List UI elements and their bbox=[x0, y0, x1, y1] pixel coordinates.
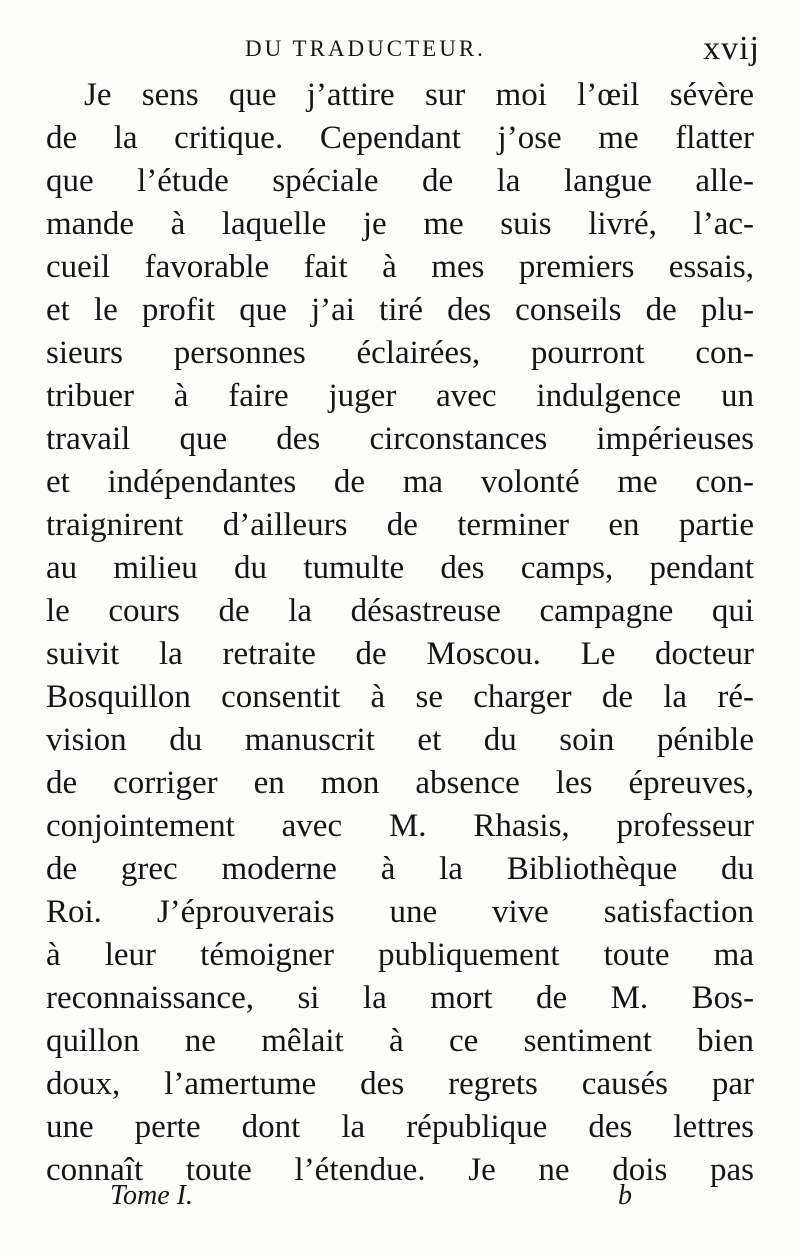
running-head bbox=[40, 30, 760, 66]
text-line: de corriger en mon absence les épreuves, bbox=[46, 765, 754, 801]
page-footer bbox=[0, 1180, 800, 1220]
text-line: suivit la retraite de Moscou. Le docteur bbox=[46, 636, 754, 672]
text-line: et indépendantes de ma volonté me con- bbox=[46, 464, 754, 500]
text-line: Roi. J’éprouverais une vive satisfaction bbox=[46, 894, 754, 930]
volume-label: Tome I. bbox=[110, 1180, 193, 1211]
text-line: de grec moderne à la Bibliothèque du bbox=[46, 851, 754, 887]
text-line: quillon ne mêlait à ce sentiment bien bbox=[46, 1023, 754, 1059]
text-line: traignirent d’ailleurs de terminer en partie bbox=[46, 507, 754, 543]
text-line: tribuer à faire juger avec indulgence un bbox=[46, 378, 754, 414]
text-line: au milieu du tumulte des camps, pendant bbox=[46, 550, 754, 586]
text-line: Bosquillon consentit à se charger de la ré- bbox=[46, 679, 754, 715]
text-line: conjointement avec M. Rhasis, professeur bbox=[46, 808, 754, 844]
text-line: et le profit que j’ai tiré des conseils de plu- bbox=[46, 292, 754, 328]
text-line: travail que des circonstances impérieuses bbox=[46, 421, 754, 457]
running-title: DU TRADUCTEUR. bbox=[245, 36, 486, 61]
text-line: cueil favorable fait à mes premiers essais, bbox=[46, 249, 754, 285]
text-line: vision du manuscrit et du soin pénible bbox=[46, 722, 754, 758]
text-line: Je sens que j’attire sur moi l’œil sévère bbox=[84, 77, 754, 113]
text-line: à leur témoigner publiquement toute ma bbox=[46, 937, 754, 973]
text-line: le cours de la désastreuse campagne qui bbox=[46, 593, 754, 629]
text-line: sieurs personnes éclairées, pourront con- bbox=[46, 335, 754, 371]
page-number: xvij bbox=[703, 30, 760, 67]
text-line: reconnaissance, si la mort de M. Bos- bbox=[46, 980, 754, 1016]
text-line: que l’étude spéciale de la langue alle- bbox=[46, 163, 754, 199]
text-line: doux, l’amertume des regrets causés par bbox=[46, 1066, 754, 1102]
text-line: une perte dont la république des lettres bbox=[46, 1109, 754, 1145]
text-line: mande à laquelle je me suis livré, l’ac- bbox=[46, 206, 754, 242]
body-text bbox=[46, 74, 754, 1192]
text-line: connaît toute l’étendue. Je ne dois pas bbox=[46, 1152, 754, 1188]
signature-mark: b bbox=[618, 1180, 632, 1211]
text-line: de la critique. Cependant j’ose me flatter bbox=[46, 120, 754, 156]
